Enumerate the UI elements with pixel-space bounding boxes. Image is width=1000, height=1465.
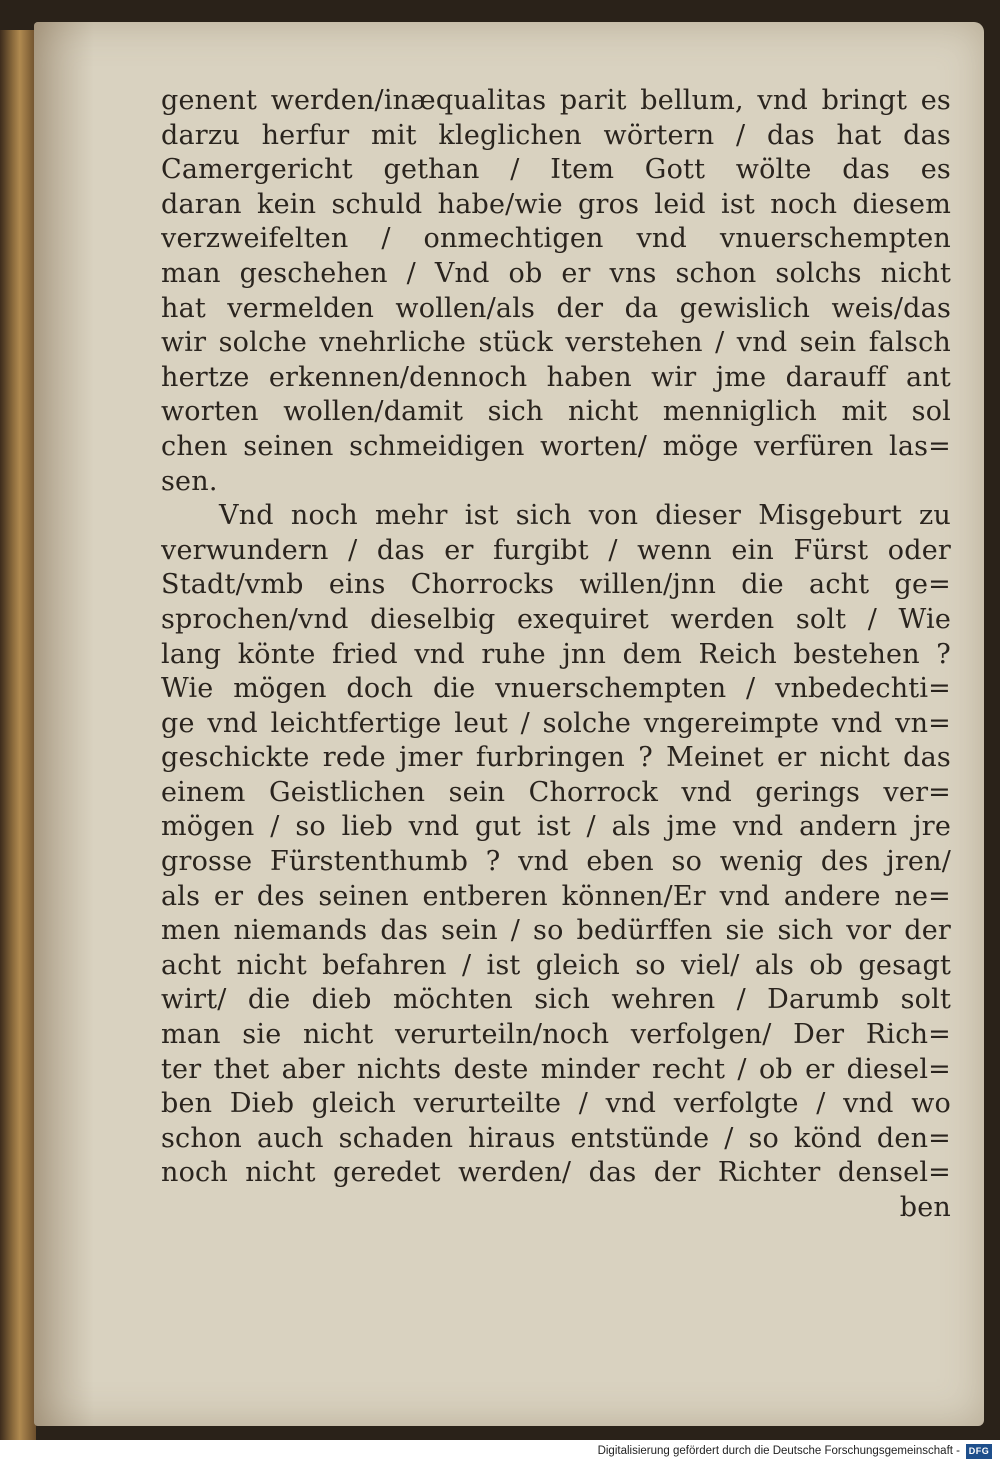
book-binding — [0, 30, 36, 1440]
text-line: darzu herfur mit kleglichen wörtern / das hat das — [161, 119, 951, 151]
text-line: man geschehen / Vnd ob er vns schon solchs nicht — [161, 257, 951, 289]
text-line: schon auch schaden hiraus entstünde / so könd den= — [161, 1122, 951, 1154]
book-page — [34, 22, 984, 1426]
funding-credit: Digitalisierung gefördert durch die Deutsche Forschungsgemeinschaft - — [597, 1445, 960, 1457]
text-line: acht nicht befahren / ist gleich so viel/ als ob gesagt — [161, 949, 951, 981]
text-line: hat vermelden wollen/als der da gewislich weis/das — [161, 292, 951, 324]
text-line: Camergericht gethan / Item Gott wölte das es — [161, 154, 951, 186]
text-line: hertze erkennen/dennoch haben wir jme darauff ant — [161, 361, 951, 393]
text-line: mögen / so lieb vnd gut ist / als jme vnd andern jre — [161, 811, 951, 843]
text-line: ge vnd leichtfertige leut / solche vngereimpte vnd vn= — [161, 707, 951, 739]
catchword: ben — [899, 1192, 951, 1223]
text-line: verwundern / das er furgibt / wenn ein Fürst oder — [161, 534, 951, 566]
text-line: als er des seinen entberen können/Er vnd andere ne= — [161, 880, 951, 912]
text-line: sen. — [161, 465, 218, 497]
text-line: wir solche vnehrliche stück verstehen / vnd sein falsch — [161, 327, 951, 359]
text-line: genent werden/inæqualitas parit bellum, vnd bringt es — [161, 85, 951, 116]
paragraph-start-line: Vnd noch mehr ist sich von dieser Misgeburt zu — [219, 500, 951, 532]
text-line: men niemands das sein / so bedürffen sie sich vor der — [161, 915, 951, 947]
text-line: grosse Fürstenthumb ? vnd eben so wenig des jren/ — [161, 846, 951, 878]
page-text — [161, 84, 951, 1226]
text-line: ter thet aber nichts deste minder recht / ob er diesel= — [161, 1053, 951, 1085]
text-line: man sie nicht verurteiln/noch verfolgen/ Der Rich= — [161, 1019, 951, 1051]
text-line: verzweifelten / onmechtigen vnd vnuerschempten — [161, 223, 951, 255]
text-line: geschickte rede jmer furbringen ? Meinet er nicht das — [161, 742, 951, 774]
text-line: sprochen/vnd dieselbig exequiret werden solt / Wie — [161, 603, 951, 635]
text-line: chen seinen schmeidigen worten/ möge verfüren las= — [161, 430, 951, 462]
text-line: Stadt/vmb eins Chorrocks willen/jnn die acht ge= — [161, 569, 951, 601]
digitization-footer — [0, 1440, 1000, 1465]
text-line: worten wollen/damit sich nicht menniglich mit sol — [161, 396, 951, 428]
text-line: einem Geistlichen sein Chorrock vnd gerings ver= — [161, 776, 951, 808]
text-line: lang könte fried vnd ruhe jnn dem Reich bestehen ? — [161, 638, 951, 670]
text-line: wirt/ die dieb möchten sich wehren / Darumb solt — [161, 984, 951, 1016]
text-line: ben Dieb gleich verurteilte / vnd verfolgte / vnd wo — [161, 1088, 951, 1120]
text-line: daran kein schuld habe/wie gros leid ist noch diesem — [161, 188, 951, 220]
text-line: noch nicht geredet werden/ das der Richter densel= — [161, 1157, 951, 1189]
dfg-logo: DFG — [966, 1444, 992, 1459]
text-line: Wie mögen doch die vnuerschempten / vnbedechti= — [161, 673, 951, 705]
